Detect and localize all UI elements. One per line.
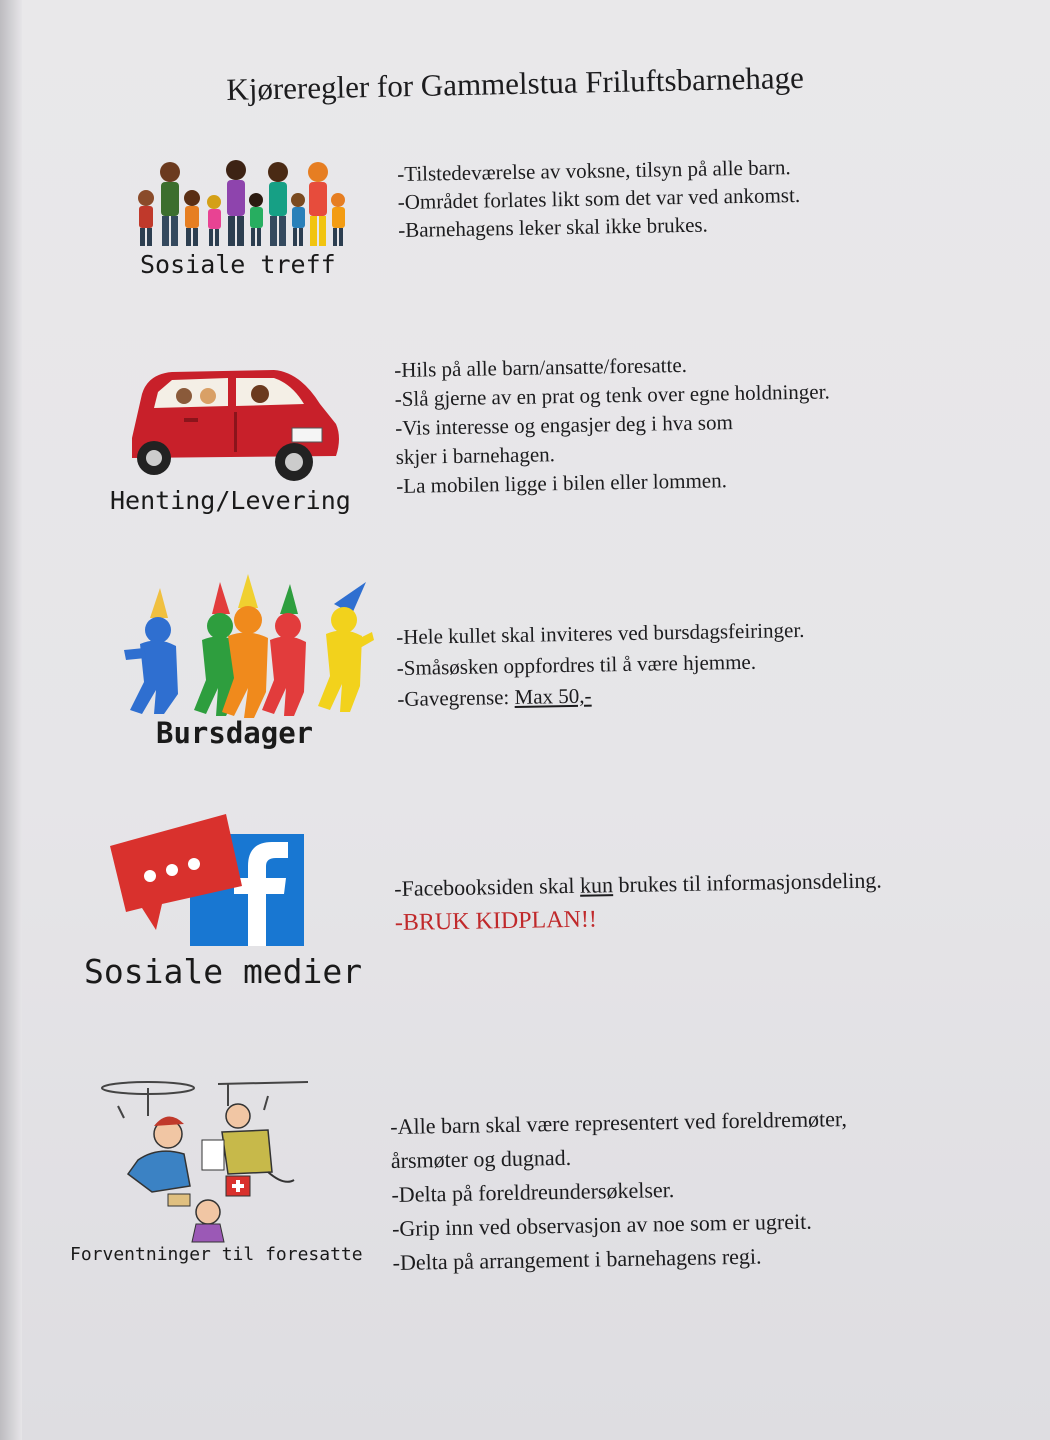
section-label: Henting/Levering bbox=[110, 486, 351, 515]
section-label: Sosiale medier bbox=[84, 952, 363, 991]
rules-list bbox=[394, 348, 831, 501]
rule-line: -Vis interesse og engasjer deg i hva som bbox=[395, 410, 733, 440]
rule-line: -Området forlates likt som det var ved ankomst. bbox=[397, 182, 801, 214]
rules-list bbox=[397, 153, 801, 244]
rules-list bbox=[390, 1102, 850, 1280]
rule-line: -Småsøsken oppfordres til å være hjemme. bbox=[396, 649, 757, 680]
rule-line: -Delta på arrangement i barnehagens regi. bbox=[392, 1243, 762, 1275]
rules-list bbox=[394, 863, 883, 939]
car-icon bbox=[124, 366, 342, 488]
rules-list bbox=[396, 615, 806, 715]
gift-limit-value: Max 50,- bbox=[514, 683, 592, 709]
party-figures-icon bbox=[120, 574, 374, 724]
rule-line: -Facebooksiden skal kun brukes til informasjonsdeling. bbox=[394, 867, 883, 901]
rule-line: -La mobilen ligge i bilen eller lommen. bbox=[396, 468, 728, 498]
rule-line: -Hele kullet skal inviteres ved bursdagsfeiringer. bbox=[396, 617, 805, 649]
section-label: Bursdager bbox=[156, 716, 314, 750]
rule-line: skjer i barnehagen. bbox=[395, 442, 556, 469]
section-label: Forventninger til foresatte bbox=[70, 1244, 363, 1265]
rule-line: -Slå gjerne av en prat og tenk over egne holdninger. bbox=[394, 379, 830, 411]
emphasis-kun: kun bbox=[579, 872, 614, 898]
section-label: Sosiale treff bbox=[140, 250, 336, 279]
rule-line: -Delta på foreldreundersøkelser. bbox=[391, 1177, 675, 1207]
rule-line: -Hils på alle barn/ansatte/foresatte. bbox=[394, 352, 688, 382]
rule-line: -Barnehagens leker skal ikke brukes. bbox=[398, 212, 709, 242]
facebook-chat-icon bbox=[108, 812, 308, 950]
rule-line: -Tilstedeværelse av voksne, tilsyn på alle barn. bbox=[397, 155, 791, 186]
gift-limit-label: -Gavegrense: bbox=[397, 684, 515, 711]
rule-line: årsmøter og dugnad. bbox=[390, 1144, 572, 1173]
rule-line: -Alle barn skal være representert ved foreldremøter, bbox=[390, 1106, 848, 1139]
helicopter-parents-icon bbox=[98, 1076, 312, 1244]
kidplan-notice: -BRUK KIDPLAN!! bbox=[394, 906, 598, 936]
rule-line: -Grip inn ved observasjon av noe som er ugreit. bbox=[391, 1208, 812, 1241]
page-title: Kjøreregler for Gammelstua Friluftsbarnehage bbox=[226, 59, 805, 107]
rule-line bbox=[397, 677, 806, 715]
family-group-icon bbox=[132, 158, 352, 250]
